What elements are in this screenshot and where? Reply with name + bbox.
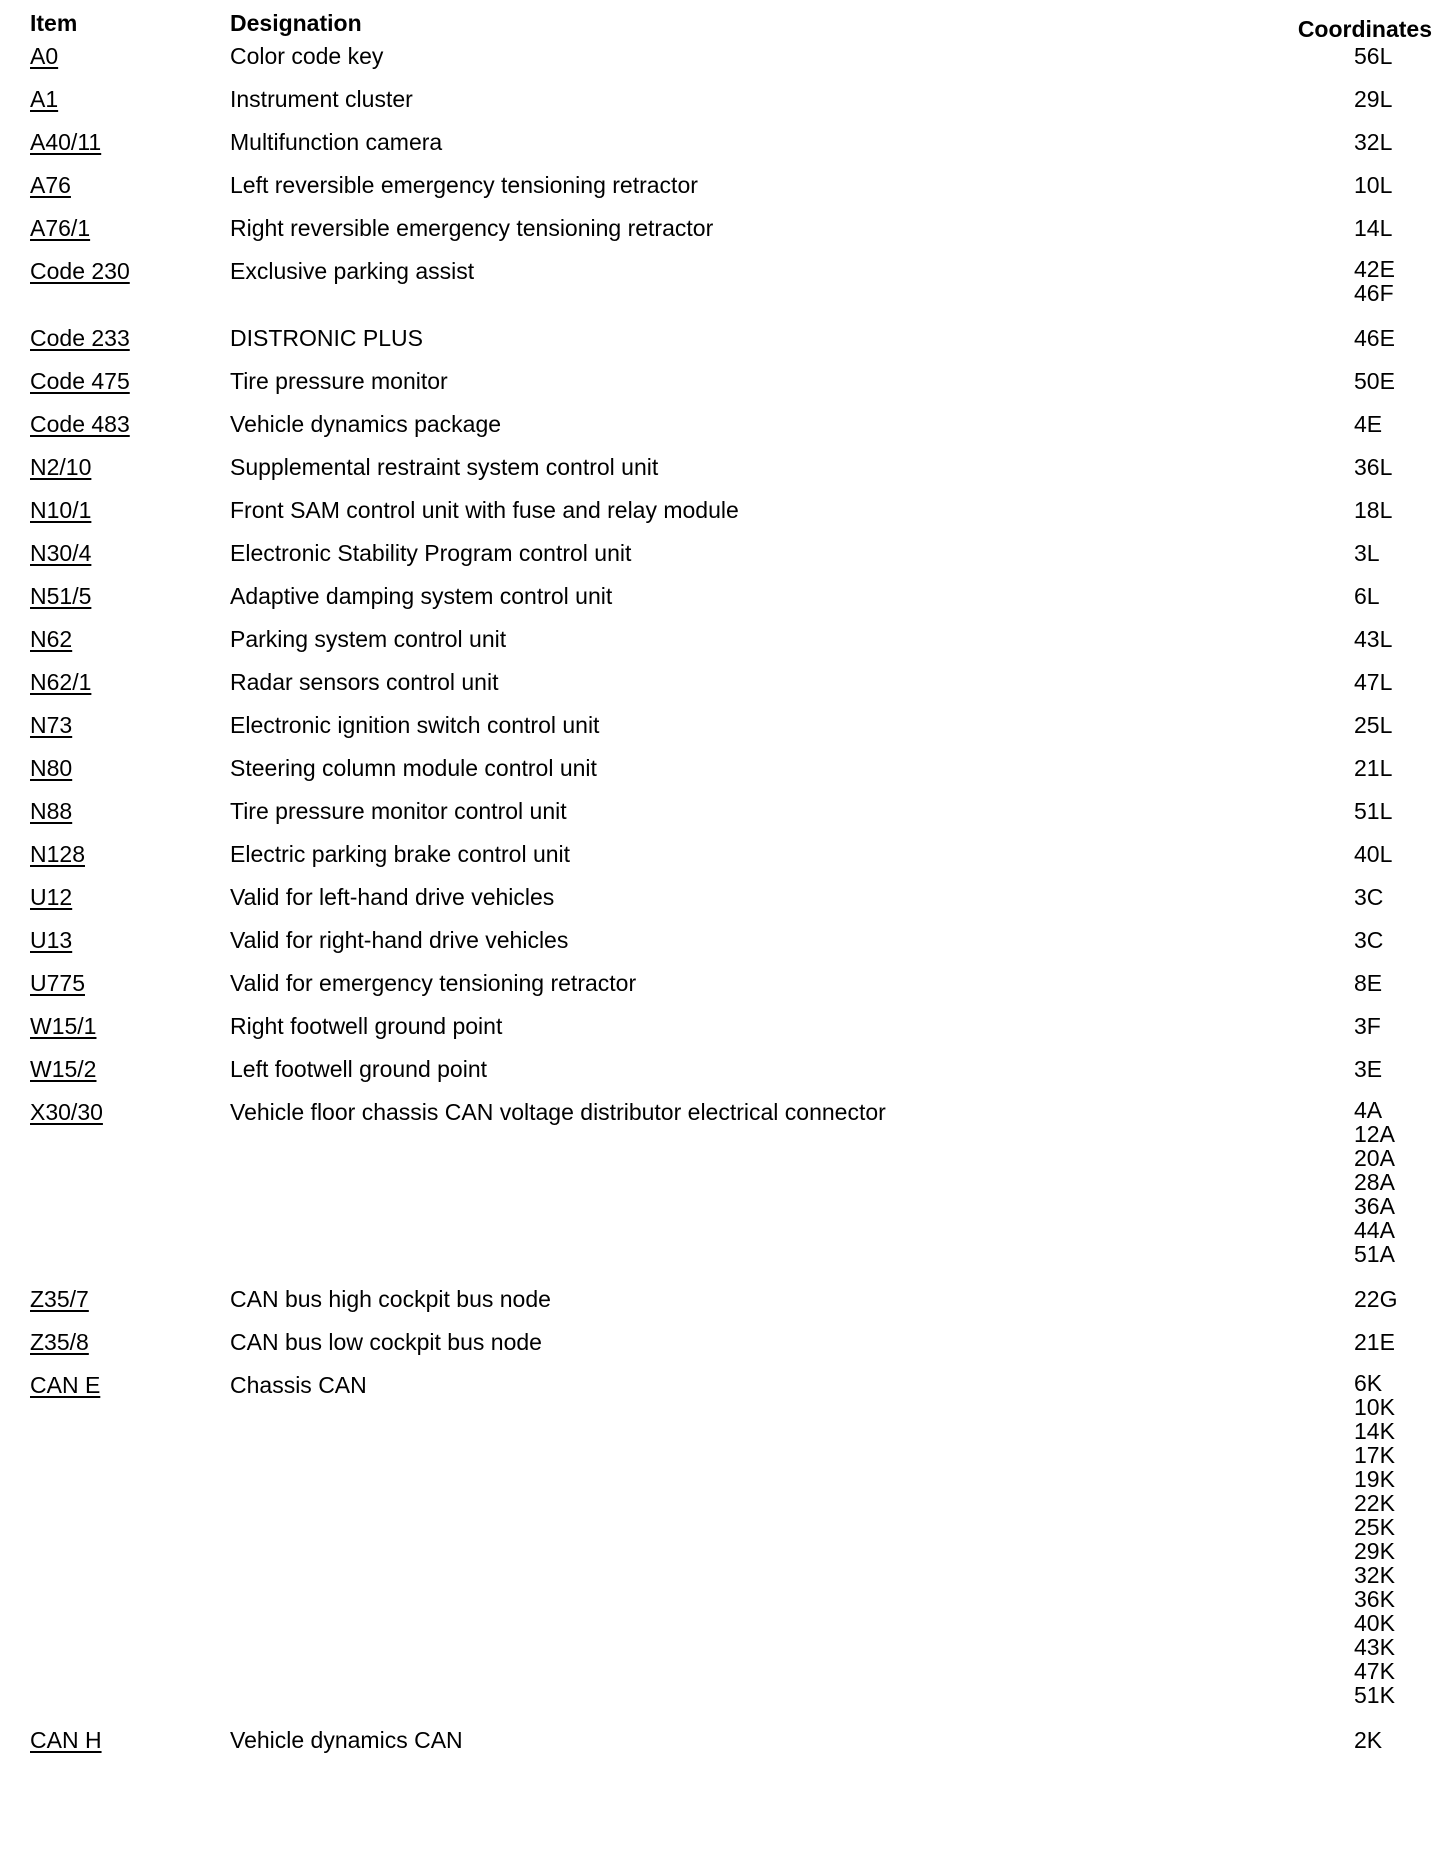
coordinate-value: 46F [1354, 280, 1394, 306]
coordinate-value: 43K [1354, 1634, 1395, 1660]
table-row [0, 754, 1456, 797]
coordinate-value: 25K [1354, 1514, 1395, 1540]
item-column-header: Item [30, 10, 78, 36]
coordinates-list [1354, 1098, 1395, 1266]
item-link[interactable]: Code 230 [30, 258, 130, 284]
coordinate-value: 28A [1354, 1169, 1395, 1195]
table-row [0, 625, 1456, 668]
table-row [0, 1726, 1456, 1769]
coordinates-list [1354, 128, 1392, 156]
item-link[interactable]: Z35/7 [30, 1286, 89, 1312]
designation-text: Tire pressure monitor control unit [230, 798, 567, 824]
coordinates-list [1354, 797, 1392, 825]
table-row [0, 711, 1456, 754]
designation-text: Left reversible emergency tensioning retractor [230, 172, 698, 198]
coordinates-list [1354, 453, 1392, 481]
coordinate-value: 10K [1354, 1394, 1395, 1420]
table-row [0, 797, 1456, 840]
table-row [0, 840, 1456, 883]
designation-text: CAN bus low cockpit bus node [230, 1329, 542, 1355]
table-row [0, 42, 1456, 85]
designation-text: Right reversible emergency tensioning retractor [230, 215, 714, 241]
coordinate-value: 6L [1354, 583, 1380, 609]
coordinate-value: 19K [1354, 1466, 1395, 1492]
coordinates-list [1354, 1371, 1395, 1707]
item-link[interactable]: Code 475 [30, 368, 130, 394]
coordinates-list [1354, 625, 1392, 653]
item-link[interactable]: N62/1 [30, 669, 92, 695]
item-link[interactable]: N10/1 [30, 497, 92, 523]
coordinate-value: 44A [1354, 1217, 1395, 1243]
table-row [0, 668, 1456, 711]
designation-text: Valid for right-hand drive vehicles [230, 927, 569, 953]
item-link[interactable]: X30/30 [30, 1099, 103, 1125]
coordinates-list [1354, 539, 1380, 567]
designation-text: Chassis CAN [230, 1372, 367, 1398]
designation-text: Electric parking brake control unit [230, 841, 571, 867]
table-row [0, 1285, 1456, 1328]
coordinates-list [1354, 711, 1392, 739]
table-row [0, 1371, 1456, 1726]
item-link[interactable]: CAN H [30, 1727, 102, 1753]
coordinates-list [1354, 496, 1392, 524]
coordinate-value: 43L [1354, 626, 1393, 652]
coordinate-value: 36L [1354, 454, 1393, 480]
coordinates-list [1354, 1285, 1397, 1313]
item-link[interactable]: N2/10 [30, 454, 92, 480]
coordinates-list [1354, 367, 1395, 395]
item-link[interactable]: A1 [30, 86, 59, 112]
coordinate-value: 21E [1354, 1329, 1395, 1355]
item-link[interactable]: U13 [30, 927, 73, 953]
coordinate-value: 50E [1354, 368, 1395, 394]
table-row [0, 582, 1456, 625]
designation-text: Electronic Stability Program control unit [230, 540, 632, 566]
coordinate-value: 8E [1354, 970, 1383, 996]
table-row [0, 367, 1456, 410]
designation-column-header: Designation [230, 10, 362, 36]
coordinate-value: 47K [1354, 1658, 1395, 1684]
coordinate-value: 25L [1354, 712, 1393, 738]
item-link[interactable]: N80 [30, 755, 73, 781]
coordinate-value: 51A [1354, 1241, 1395, 1267]
coordinates-list [1354, 257, 1395, 305]
item-link[interactable]: CAN E [30, 1372, 101, 1398]
coordinate-value: 51L [1354, 798, 1393, 824]
coordinate-value: 29K [1354, 1538, 1395, 1564]
coordinate-value: 17K [1354, 1442, 1395, 1468]
designation-text: Valid for left-hand drive vehicles [230, 884, 555, 910]
item-link[interactable]: Code 483 [30, 411, 130, 437]
coordinates-list [1354, 840, 1392, 868]
designation-text: Valid for emergency tensioning retractor [230, 970, 637, 996]
coordinates-list [1354, 171, 1392, 199]
coordinate-value: 3C [1354, 927, 1384, 953]
coordinate-value: 42E [1354, 256, 1395, 282]
table-row [0, 969, 1456, 1012]
coordinates-list [1354, 42, 1392, 70]
coordinate-value: 56L [1354, 43, 1393, 69]
table-row [0, 926, 1456, 969]
coordinate-value: 32K [1354, 1562, 1395, 1588]
designation-text: Right footwell ground point [230, 1013, 503, 1039]
coordinate-value: 36K [1354, 1586, 1395, 1612]
table-row [0, 1012, 1456, 1055]
coordinate-value: 22G [1354, 1286, 1398, 1312]
table-row [0, 324, 1456, 367]
coordinate-value: 3E [1354, 1056, 1383, 1082]
designation-text: Tire pressure monitor [230, 368, 448, 394]
table-row [0, 1328, 1456, 1371]
coordinate-value: 10L [1354, 172, 1393, 198]
coordinate-value: 3L [1354, 540, 1380, 566]
item-link[interactable]: A40/11 [30, 129, 102, 155]
coordinate-value: 14L [1354, 215, 1393, 241]
designation-text: DISTRONIC PLUS [230, 325, 423, 351]
coordinate-value: 14K [1354, 1418, 1395, 1444]
designation-text: Vehicle dynamics package [230, 411, 502, 437]
item-link[interactable]: A76/1 [30, 215, 91, 241]
designation-text: Exclusive parking assist [230, 258, 475, 284]
table-header [0, 0, 1456, 42]
coordinates-list [1354, 1726, 1382, 1754]
designation-text: Steering column module control unit [230, 755, 597, 781]
item-link[interactable]: W15/1 [30, 1013, 97, 1039]
item-link[interactable]: Z35/8 [30, 1329, 89, 1355]
item-link[interactable]: N128 [30, 841, 85, 867]
coordinate-value: 40K [1354, 1610, 1395, 1636]
item-link[interactable]: N88 [30, 798, 73, 824]
item-link[interactable]: U12 [30, 884, 73, 910]
item-link[interactable]: A76 [30, 172, 71, 198]
item-link[interactable]: U775 [30, 970, 85, 996]
designation-text: Electronic ignition switch control unit [230, 712, 600, 738]
coordinate-value: 51K [1354, 1682, 1395, 1708]
designation-text: Parking system control unit [230, 626, 507, 652]
coordinate-value: 3C [1354, 884, 1384, 910]
designation-text: CAN bus high cockpit bus node [230, 1286, 551, 1312]
item-link[interactable]: A0 [30, 43, 59, 69]
item-link[interactable]: N51/5 [30, 583, 92, 609]
table-row [0, 539, 1456, 582]
coordinates-list [1354, 1055, 1382, 1083]
coordinate-value: 46E [1354, 325, 1395, 351]
coordinates-column-header: Coordinates [1297, 16, 1432, 42]
item-link[interactable]: Code 233 [30, 325, 130, 351]
coordinate-value: 18L [1354, 497, 1393, 523]
designation-text: Vehicle dynamics CAN [230, 1727, 463, 1753]
table-row [0, 1098, 1456, 1285]
designation-text: Vehicle floor chassis CAN voltage distributor electrical connector [230, 1099, 886, 1125]
coordinate-value: 20A [1354, 1145, 1395, 1171]
coordinates-list [1354, 214, 1392, 242]
table-row [0, 257, 1456, 324]
coordinate-value: 2K [1354, 1727, 1383, 1753]
coordinates-list [1354, 969, 1382, 997]
table-body [0, 42, 1456, 1769]
table-row [0, 496, 1456, 539]
designation-text: Instrument cluster [230, 86, 413, 112]
item-link[interactable]: N62 [30, 626, 73, 652]
coordinate-value: 47L [1354, 669, 1393, 695]
coordinates-list [1354, 668, 1392, 696]
coordinate-value: 40L [1354, 841, 1393, 867]
designation-text: Radar sensors control unit [230, 669, 499, 695]
coordinates-list [1354, 85, 1392, 113]
table-row [0, 883, 1456, 926]
item-link[interactable]: W15/2 [30, 1056, 97, 1082]
coordinates-list [1354, 410, 1382, 438]
designation-text: Left footwell ground point [230, 1056, 488, 1082]
coordinates-list [1354, 926, 1383, 954]
coordinates-list [1354, 324, 1395, 352]
item-link[interactable]: N30/4 [30, 540, 92, 566]
designation-text: Front SAM control unit with fuse and relay module [230, 497, 739, 523]
coordinate-value: 22K [1354, 1490, 1395, 1516]
table-row [0, 171, 1456, 214]
table-row [0, 128, 1456, 171]
coordinate-value: 4A [1354, 1097, 1383, 1123]
coordinate-value: 36A [1354, 1193, 1395, 1219]
table-row [0, 1055, 1456, 1098]
coordinate-value: 29L [1354, 86, 1393, 112]
coordinate-value: 12A [1354, 1121, 1395, 1147]
table-row [0, 453, 1456, 496]
coordinates-list [1354, 1012, 1381, 1040]
coordinates-list [1354, 1328, 1395, 1356]
coordinate-value: 4E [1354, 411, 1383, 437]
coordinate-value: 3F [1354, 1013, 1381, 1039]
coordinate-value: 21L [1354, 755, 1393, 781]
designation-text: Supplemental restraint system control unit [230, 454, 659, 480]
coordinate-value: 6K [1354, 1370, 1383, 1396]
designation-text: Adaptive damping system control unit [230, 583, 613, 609]
designation-text: Multifunction camera [230, 129, 443, 155]
coordinates-list [1354, 754, 1392, 782]
coordinates-list [1354, 883, 1383, 911]
coordinate-value: 32L [1354, 129, 1393, 155]
designation-text: Color code key [230, 43, 384, 69]
item-link[interactable]: N73 [30, 712, 73, 738]
coordinates-list [1354, 582, 1380, 610]
table-row [0, 85, 1456, 128]
table-row [0, 410, 1456, 453]
table-row [0, 214, 1456, 257]
